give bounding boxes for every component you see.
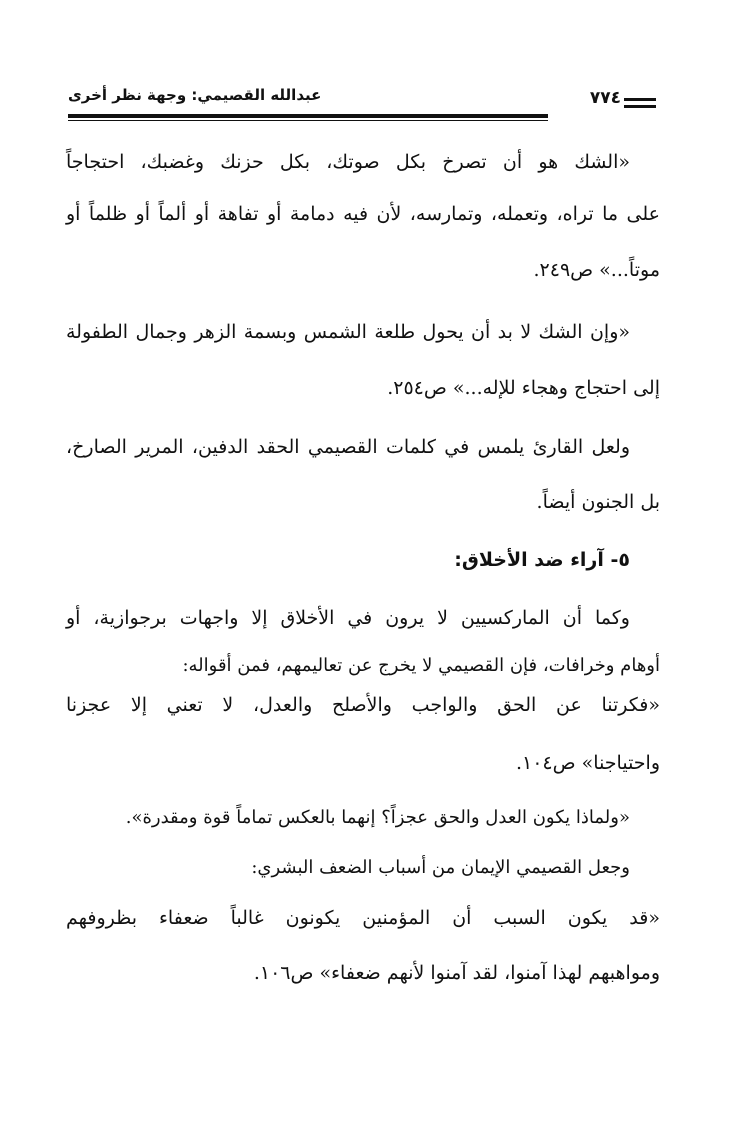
section-heading: ٥- آراء ضد الأخلاق: — [454, 549, 630, 571]
text-line: «الشك هو أن تصرخ بكل صوتك، بكل حزنك وغضبك، احتجاجاً — [66, 151, 630, 173]
text-line: «فكرتنا عن الحق والواجب والأصلح والعدل، لا تعني إلا عجزنا — [66, 694, 660, 716]
page-number-rule-top — [624, 98, 656, 101]
text-line: وكما أن الماركسيين لا يرون في الأخلاق إلا واجهات برجوازية، أو — [66, 607, 630, 629]
page-number: ٧٧٤ — [589, 88, 621, 108]
text-line: واحتياجنا» ص١٠٤. — [515, 752, 660, 774]
running-title: عبدالله القصيمي: وجهة نظر أخرى — [68, 86, 322, 104]
text-line: «وإن الشك لا بد أن يحول طلعة الشمس وبسمة الزهر وجمال الطفولة — [66, 321, 630, 343]
text-line: بل الجنون أيضاً. — [536, 491, 660, 513]
text-line: «ولماذا يكون العدل والحق عجزاً؟ إنهما بالعكس تماماً قوة ومقدرة». — [125, 807, 630, 828]
text-line: موتاً...» ص٢٤٩. — [533, 259, 660, 281]
header-rule — [68, 114, 548, 118]
page-number-rule-bottom — [624, 105, 656, 108]
text-line: ومواهبهم لهذا آمنوا، لقد آمنوا لأنهم ضعفاء» ص١٠٦. — [253, 962, 660, 984]
text-line: على ما تراه، وتعمله، وتمارسه، لأن فيه دمامة أو تفاهة أو ألماً أو ظلماً أو — [66, 203, 660, 225]
text-line: ولعل القارئ يلمس في كلمات القصيمي الحقد الدفين، المرير الصارخ، — [66, 436, 630, 458]
text-line: إلى احتجاج وهجاء للإله...» ص٢٥٤. — [387, 377, 660, 399]
header-rule-thin — [68, 120, 548, 121]
text-line: «قد يكون السبب أن المؤمنين يكونون غالباً ضعفاء بظروفهم — [66, 907, 660, 929]
text-line: أوهام وخرافات، فإن القصيمي لا يخرج عن تعاليمهم، فمن أقواله: — [182, 655, 660, 676]
text-line: وجعل القصيمي الإيمان من أسباب الضعف البشري: — [251, 857, 630, 878]
page-header — [68, 78, 656, 126]
